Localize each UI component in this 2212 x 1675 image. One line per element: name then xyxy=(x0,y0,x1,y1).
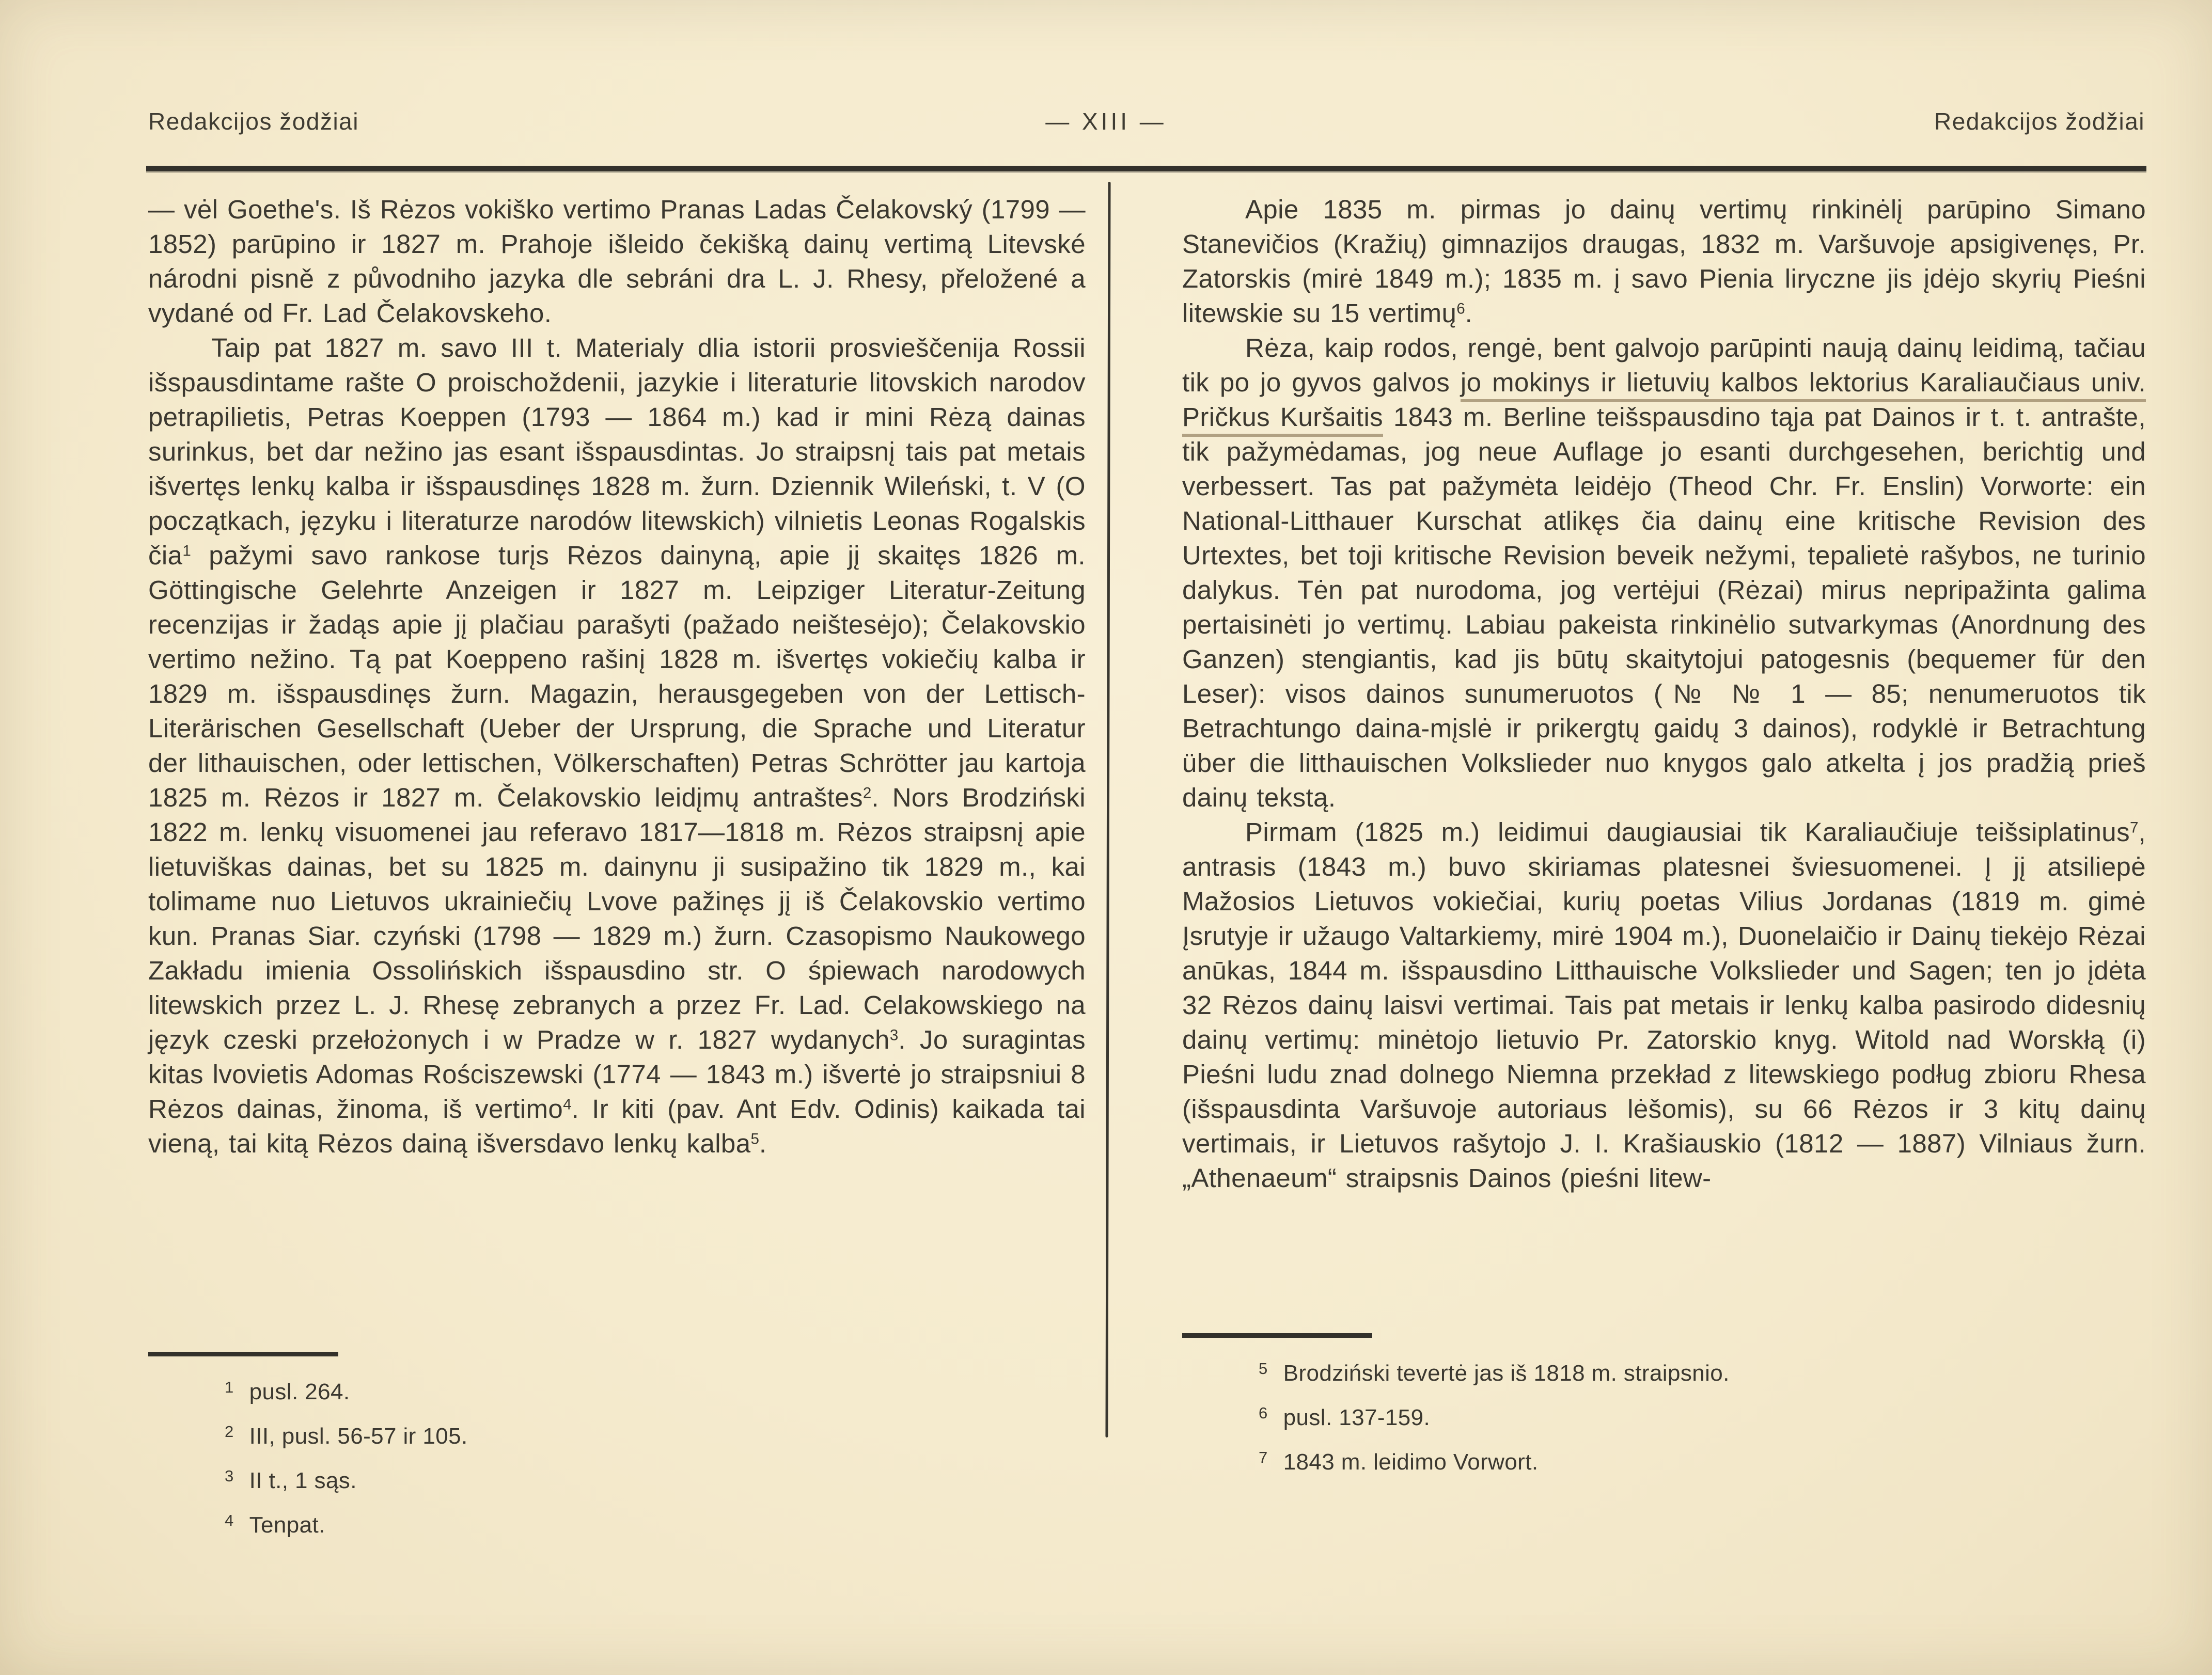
footnote-5 xyxy=(1259,1349,1730,1393)
paragraph-right-1: Apie 1835 m. pirmas jo dainų vertimų rinkinėlį parūpino Simano Stanevičios (Kražių) gimnazijos draugas, 1832 m. Varšuvoje apsigivenęs, Pr. Zatorskis (mirė 1849 m.); 1835 m. į savo Pienia liryczne jis įdėjo skyrių Pieśni litewskie su 15 vertimų$^6$. xyxy=(1182,195,2146,328)
column-divider-rule xyxy=(1105,182,1110,1437)
footnote-text: pusl. 264. xyxy=(249,1379,350,1404)
footnote-6 xyxy=(1259,1393,1730,1437)
footnotes-left xyxy=(225,1367,468,1545)
footnote-3 xyxy=(225,1456,468,1500)
page-number: — XIII — xyxy=(1045,108,1167,135)
footnote-text: Tenpat. xyxy=(249,1512,325,1538)
footnote-7 xyxy=(1259,1437,1730,1482)
footnote-separator-right xyxy=(1182,1333,1372,1338)
footnote-4 xyxy=(225,1500,468,1545)
footnote-number: 1 xyxy=(225,1378,234,1396)
footnote-1 xyxy=(225,1367,468,1412)
footnote-2 xyxy=(225,1412,468,1456)
paragraph-right-3: Pirmam (1825 m.) leidimui daugiausiai tik Karaliaučiuje teišsiplatinus$^7$, antrasis (1843 m.) buvo skiriamas platesnei šviesuomenei. Į jį atsiliepė Mažosios Lietuvos vokiečiai, kurių poetas Vilius Jordanas (1819 m. gimė Įsrutyje ir užaugo Valtarkiemy, mirė 1904 m.), Duonelaičio ir Dainų tiekėjo Rėzai anūkas, 1844 m. išspausdino Litthauische Volkslieder und Sagen; ten jo įdėta 32 Rėzos dainų laisvi vertimai. Tais pat metais ir lenkų kalba pasirodo didesnių dainų vertimų: minėtojo lietuvio Pr. Zatorskio knyg. Witold nad Worskłą (i) Pieśni ludu znad dolnego Niemna przekład z litewskiego podług zbioru Rhesa (išspausdinta Varšuvoje autoriaus lėšomis), su 66 Rėzos ir 3 kitų dainų vertimais, ir Lietuvos rašytojo J. I. Krašiauskio (1812 — 1887) Vilniaus žurn. „Athenaeum“ straipsnis Dainos (pieśni litew- xyxy=(1182,817,2146,1193)
footnote-text: 1843 m. leidimo Vorwort. xyxy=(1283,1449,1539,1475)
footnote-text: III, pusl. 56-57 ir 105. xyxy=(249,1424,468,1449)
paragraph-left-1: — vėl Goethe's. Iš Rėzos vokiško vertimo Pranas Ladas Čelakovský (1799 — 1852) parūpino ir 1827 m. Prahoje išleido čekišką dainų vertimą Litevské národni pisně z původniho jazyka dle sebráni dra L. J. Rhesy, přeložené a vydané od Fr. Lad Čelakovskeho. xyxy=(148,195,1086,328)
footnotes-right xyxy=(1259,1349,1730,1482)
paragraph-left-2: Taip pat 1827 m. savo III t. Materialy dlia istorii prosvieščenija Rossii išspausdintame rašte O proischoždenii, jazykie i literaturie litovskich narodov petrapilietis, Petras Koeppen (1793 — 1864 m.) kad ir mini Rėzą dainas surinkus, bet dar nežino jas esant išspausdintas. Jo straipsnį tais pat metais išvertęs lenkų kalba ir išspausdinęs 1828 m. žurn. Dziennik Wileński, t. V (O początkach, języku i literaturze narodów litewskich) vilnietis Leonas Rogalskis čia$^1$ pažymi savo rankose turįs Rėzos dainyną, apie jį skaitęs 1826 m. Göttingische Gelehrte Anzeigen ir 1827 m. Leipziger Literatur-Zeitung recenzijas ir žadąs apie jį plačiau parašyti (pažado neištesėjo); Čelakovskio vertimo nežino. Tą pat Koeppeno rašinį 1828 m. išvertęs vokiečių kalba ir 1829 m. išspausdinęs žurn. Magazin, herausgegeben von der Lettisch-Literärischen Gesellschaft (Ueber der Ursprung, die Sprache und Literatur der lithauischen, oder lettischen, Völkerschaften) Petras Schrötter jau kartoja 1825 m. Rėzos ir 1827 m. Čelakovskio leidįmų antraštes$^2$. Nors Brodziński 1822 m. lenkų visuomenei jau referavo 1817—1818 m. Rėzos straipsnį apie lietuviškas dainas, bet su 1825 m. dainynu ji susipažino tik 1829 m., kai tolimame nuo Lietuvos ukrainiečių Lvove pažinęs jį iš Čelakovskio vertimo kun. Pranas Siar. czyński (1798 — 1829 m.) žurn. Czasopismo Naukowego Zakładu imienia Ossolińskich išspausdino str. O śpiewach narodowych litewskich przez L. J. Rhesę zebranych a przez Fr. Lad. Celakowskiego na język czeski przełożonych i w Pradze w r. 1827 wydanych$^3$. Jo suragintas kitas lvovietis Adomas Rościszewski (1774 — 1843 m.) išvertė jo straipsniui 8 Rėzos dainas, žinoma, iš vertimo$^4$. Ir kiti (pav. Ant Edv. Odinis) kaikada tai vieną, tai kitą Rėzos dainą išversdavo lenkų kalba$^5$. xyxy=(148,333,1086,1158)
paragraph-right-2: Rėza, kaip rodos, rengė, bent galvojo parūpinti naują dainų leidimą, tačiau tik po jo gyvos galvos jo mokinys ir lietuvių kalbos lektorius Karaliaučiaus univ. Pričkus Kuršaitis 1843 m. Berline teišspausdino tąja pat Dainos ir t. t. antrašte, tik pažymėdamas, jog neue Auflage jo esanti durchgesehen, berichtig und verbessert. Tas pat pažymėta leidėjo (Theod Chr. Fr. Enslin) Vorworte: ein National-Litthauer Kurschat atlikęs čia dainų eine kritische Revision des Urtextes, bet toji kritische Revision beveik nežymi, tepalietė rašybos, ne turinio dalykus. Tėn pat nurodoma, jog vertėjui (Rėzai) mirus nepripažinta galima pertaisinėti jo vertimų. Labiau pakeista rinkinėlio sutvarkymas (Anordnung des Ganzen) stengiantis, kad jis būtų skaitytojui patogesnis (bequemer für den Leser): visos dainos sunumeruotos (№ № 1 — 85; nenumeruotos tik Betrachtungo daina-mįslė ir prikergtų gaidų 3 dainos), rodyklė ir Betrachtung über die litthauischen Volkslieder nuo knygos galo atkelta į jos pradžią prieš dainų tekstą. xyxy=(1182,333,2146,812)
footnote-number: 6 xyxy=(1259,1404,1268,1422)
footnote-text: pusl. 137-159. xyxy=(1283,1405,1431,1430)
header-rule xyxy=(146,166,2146,171)
right-column xyxy=(1182,192,2146,1195)
footnote-separator-left xyxy=(148,1352,338,1356)
footnote-number: 5 xyxy=(1259,1360,1268,1378)
footnote-number: 2 xyxy=(225,1423,234,1441)
footnote-number: 4 xyxy=(225,1511,234,1529)
left-column xyxy=(148,192,1086,1161)
running-header-left: Redakcijos žodžiai xyxy=(148,108,359,135)
footnote-text: II t., 1 sąs. xyxy=(249,1468,357,1493)
footnote-number: 7 xyxy=(1259,1448,1268,1466)
footnote-text: Brodziński tevertė jas iš 1818 m. straipsnio. xyxy=(1283,1361,1730,1386)
footnote-number: 3 xyxy=(225,1467,234,1485)
running-header-right: Redakcijos žodžiai xyxy=(1934,108,2145,135)
